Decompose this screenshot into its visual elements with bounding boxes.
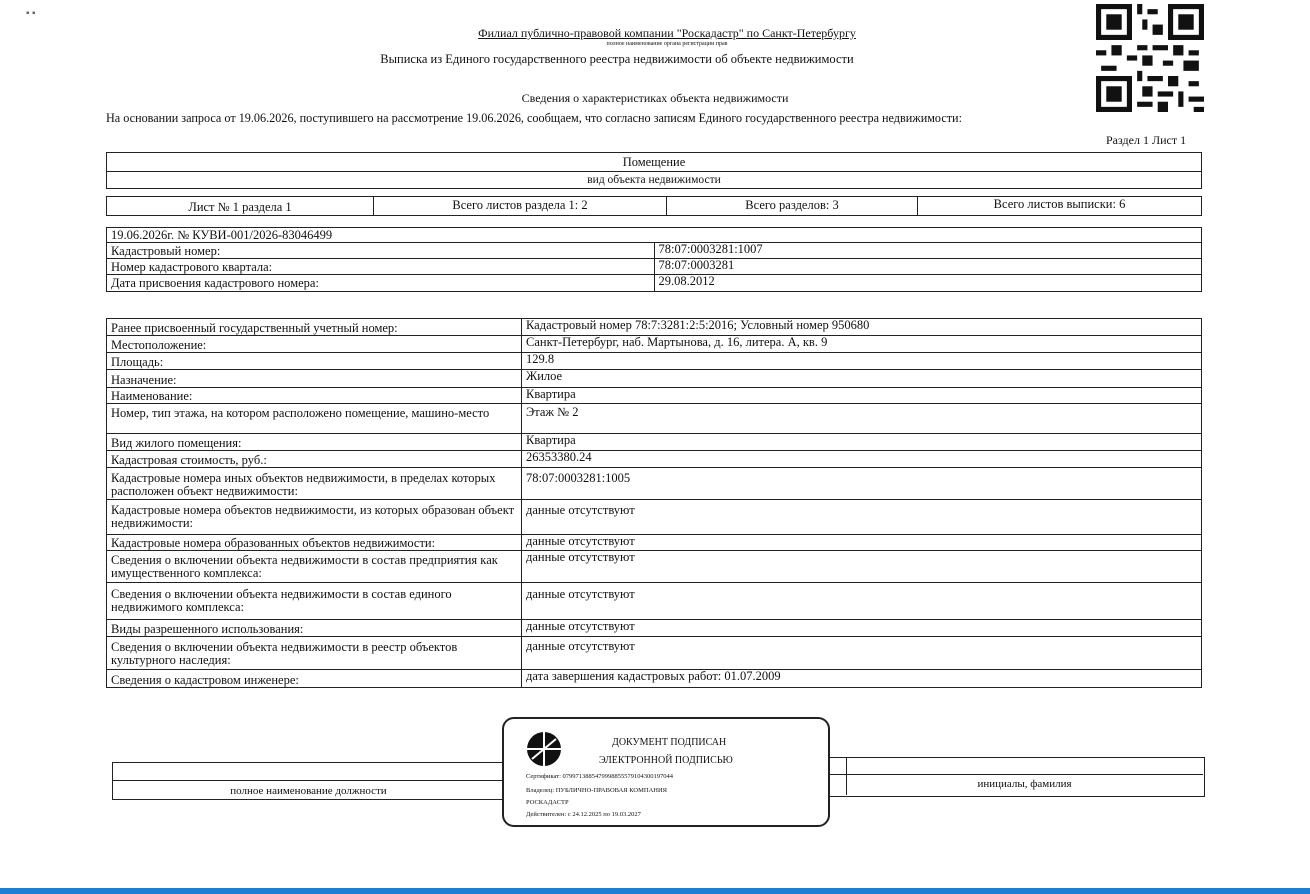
detail-value: Жилое	[522, 370, 1202, 388]
position-caption: полное наименование должности	[230, 785, 387, 797]
sections-total: Всего разделов: 3	[667, 197, 918, 216]
detail-value: данные отсутствуют	[522, 637, 1202, 670]
detail-value: Этаж № 2	[522, 404, 1202, 434]
document-title: Выписка из Единого государственного реестра недвижимости об объекте недвижимости	[380, 52, 854, 66]
detail-value: данные отсутствуют	[522, 551, 1202, 583]
sheets-total-extract: Всего листов выписки: 6	[918, 197, 1202, 216]
stamp-owner: Владелец: ПУБЛИЧНО-ПРАВОВАЯ КОМПАНИЯ	[526, 787, 667, 794]
scan-mark: ▪ ▪	[26, 8, 36, 19]
stamp-validity: Действителен: с 24.12.2025 по 19.03.2027	[526, 811, 641, 818]
name-caption: инициалы, фамилия	[977, 778, 1072, 790]
quarter-number-label: Номер кадастрового квартала:	[107, 259, 655, 275]
request-text: На основании запроса от 19.06.2026, поступившего на рассмотрение 19.06.2026, сообщаем, что согласно записям Единого государственного реестра недвижимости:	[106, 111, 962, 125]
stamp-certificate: Сертификат: 0799713885479998855579104300197044	[526, 773, 674, 780]
detail-label: Номер, тип этажа, на котором расположено помещение, машино-место	[107, 404, 522, 434]
sheets-table	[106, 196, 1202, 216]
detail-label: Площадь:	[107, 353, 522, 370]
org-name: Филиал публично-правовой компании "Роскадастр" по Санкт-Петербургу	[478, 26, 856, 40]
detail-label: Сведения о включении объекта недвижимости в состав предприятия как имущественного комплекса:	[107, 551, 522, 583]
quarter-number-value: 78:07:0003281	[654, 259, 1202, 275]
bottom-edge-bar	[0, 888, 1310, 894]
sheets-total-section: Всего листов раздела 1: 2	[374, 197, 667, 216]
detail-label: Вид жилого помещения:	[107, 434, 522, 451]
doc-number: 19.06.2026г. № КУВИ-001/2026-83046499	[107, 228, 1202, 243]
detail-value: 78:07:0003281:1005	[522, 468, 1202, 500]
assignment-date-value: 29.08.2012	[654, 275, 1202, 292]
detail-value: дата завершения кадастровых работ: 01.07.2009	[522, 670, 1202, 688]
detail-value: данные отсутствуют	[522, 500, 1202, 535]
detail-value: Кадастровый номер 78:7:3281:2:5:2016; Условный номер 950680	[522, 319, 1202, 336]
stamp-line2: ЭЛЕКТРОННОЙ ПОДПИСЬЮ	[599, 755, 733, 766]
detail-value: данные отсутствуют	[522, 535, 1202, 551]
object-kind-table	[106, 152, 1202, 189]
cadastral-number-label: Кадастровый номер:	[107, 243, 655, 259]
ids-table	[106, 227, 1202, 292]
detail-label: Сведения о включении объекта недвижимости в состав единого недвижимого комплекса:	[107, 583, 522, 620]
detail-label: Назначение:	[107, 370, 522, 388]
detail-label: Местоположение:	[107, 336, 522, 353]
e-signature-stamp	[502, 717, 830, 827]
detail-label: Виды разрешенного использования:	[107, 620, 522, 637]
detail-label: Кадастровые номера иных объектов недвижимости, в пределах которых расположен объект недвижимости:	[107, 468, 522, 500]
detail-value: Квартира	[522, 388, 1202, 404]
detail-value: Санкт-Петербург, наб. Мартынова, д. 16, литера. А, кв. 9	[522, 336, 1202, 353]
rosreestr-logo-icon	[524, 729, 564, 769]
object-kind-caption: вид объекта недвижимости	[107, 172, 1202, 189]
detail-label: Наименование:	[107, 388, 522, 404]
detail-label: Ранее присвоенный государственный учетный номер:	[107, 319, 522, 336]
detail-label: Кадастровая стоимость, руб.:	[107, 451, 522, 468]
detail-label: Сведения о кадастровом инженере:	[107, 670, 522, 688]
stamp-line1: ДОКУМЕНТ ПОДПИСАН	[612, 737, 727, 748]
qr-code-icon	[1096, 4, 1204, 112]
document-subtitle: Сведения о характеристиках объекта недвижимости	[521, 91, 789, 105]
detail-label: Кадастровые номера объектов недвижимости, из которых образован объект недвижимости:	[107, 500, 522, 535]
detail-value: Квартира	[522, 434, 1202, 451]
detail-value: 129.8	[522, 353, 1202, 370]
detail-label: Кадастровые номера образованных объектов недвижимости:	[107, 535, 522, 551]
stamp-owner-2: РОСКАДАСТР	[526, 799, 569, 806]
signature-right-divider	[826, 774, 1203, 775]
section-sheet: Раздел 1 Лист 1	[1106, 133, 1187, 147]
detail-label: Сведения о включении объекта недвижимости в реестр объектов культурного наследия:	[107, 637, 522, 670]
cadastral-number-value: 78:07:0003281:1007	[654, 243, 1202, 259]
sheet-number: Лист № 1 раздела 1	[107, 197, 374, 216]
assignment-date-label: Дата присвоения кадастрового номера:	[107, 275, 655, 292]
detail-value: данные отсутствуют	[522, 620, 1202, 637]
org-sub-caption: полное наименование органа регистрации прав	[606, 41, 728, 47]
signature-left-divider	[112, 780, 505, 781]
details-table	[106, 318, 1202, 688]
detail-value: 26353380.24	[522, 451, 1202, 468]
detail-value: данные отсутствуют	[522, 583, 1202, 620]
object-kind: Помещение	[107, 153, 1202, 172]
signature-right-box	[826, 757, 1205, 797]
